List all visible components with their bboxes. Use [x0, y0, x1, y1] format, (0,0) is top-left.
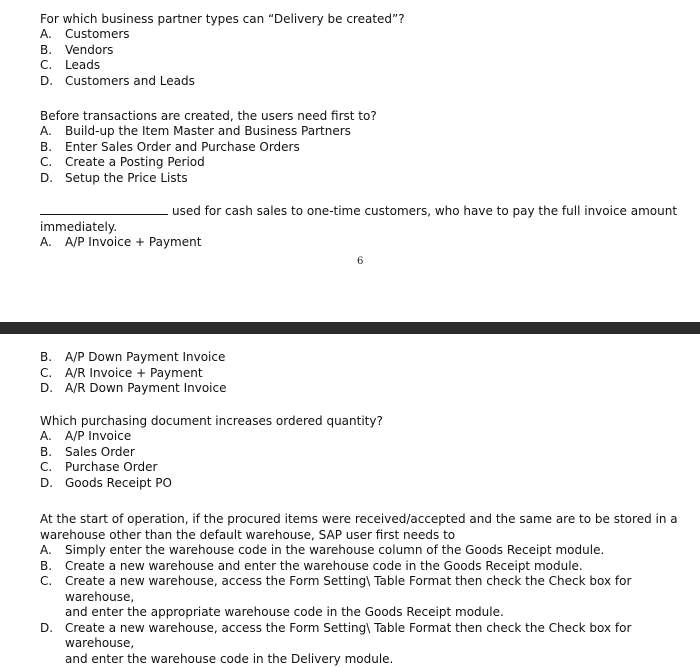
question-stem: used for cash sales to one-time customers, who have to pay the full invoice amount	[40, 203, 680, 219]
question-stem-line-2: immediately.	[40, 219, 680, 235]
question-2	[40, 108, 680, 186]
option-c: C. A/R Invoice + Payment	[40, 366, 680, 382]
option-a: A. A/P Invoice + Payment	[40, 235, 680, 251]
option-d: D. Goods Receipt PO	[40, 476, 680, 492]
option-d: D. A/R Down Payment Invoice	[40, 381, 680, 397]
page-number: 6	[357, 256, 363, 267]
option-a: A. Build-up the Item Master and Business Partners	[40, 124, 680, 140]
option-b: B. A/P Down Payment Invoice	[40, 350, 680, 366]
option-c: C. Purchase Order	[40, 460, 680, 476]
options-list	[40, 27, 680, 89]
question-4	[40, 413, 680, 491]
option-d: D. Create a new warehouse, access the Form Setting\ Table Format then check the Check box for warehouse, and enter the warehouse code in the Delivery module.	[40, 621, 680, 667]
option-b: B. Create a new warehouse and enter the warehouse code in the Goods Receipt module.	[40, 559, 680, 575]
option-c: C. Create a Posting Period	[40, 155, 680, 171]
page-bottom	[0, 334, 700, 649]
question-stem: For which business partner types can “Delivery be created”?	[40, 11, 680, 27]
question-1	[40, 11, 680, 89]
option-a: A. Customers	[40, 27, 680, 43]
question-stem-line-2: warehouse other than the default warehouse, SAP user first needs to	[40, 527, 680, 543]
options-list	[40, 124, 680, 186]
option-d: D. Setup the Price Lists	[40, 171, 680, 187]
option-b: B. Enter Sales Order and Purchase Orders	[40, 140, 680, 156]
question-3	[40, 203, 680, 251]
option-a: A. Simply enter the warehouse code in the warehouse column of the Goods Receipt module.	[40, 543, 680, 559]
option-c: C. Create a new warehouse, access the Form Setting\ Table Format then check the Check box for warehouse, and enter the appropriate warehouse code in the Goods Receipt module.	[40, 574, 680, 621]
fill-in-blank	[40, 203, 168, 215]
options-list	[40, 543, 680, 667]
option-b: B. Sales Order	[40, 445, 680, 461]
question-stem: Before transactions are created, the users need first to?	[40, 108, 680, 124]
question-5	[40, 511, 680, 667]
options-list	[40, 350, 680, 397]
option-b: B. Vendors	[40, 43, 680, 59]
page-separator	[0, 322, 700, 334]
options-list	[40, 429, 680, 491]
page-top	[0, 0, 700, 322]
option-d: D. Customers and Leads	[40, 74, 680, 90]
option-c: C. Leads	[40, 58, 680, 74]
options-list	[40, 235, 680, 251]
option-a: A. A/P Invoice	[40, 429, 680, 445]
question-stem: At the start of operation, if the procured items were received/accepted and the same are to be stored in a	[40, 511, 680, 527]
question-stem: Which purchasing document increases ordered quantity?	[40, 413, 680, 429]
question-3-continued	[40, 350, 680, 397]
